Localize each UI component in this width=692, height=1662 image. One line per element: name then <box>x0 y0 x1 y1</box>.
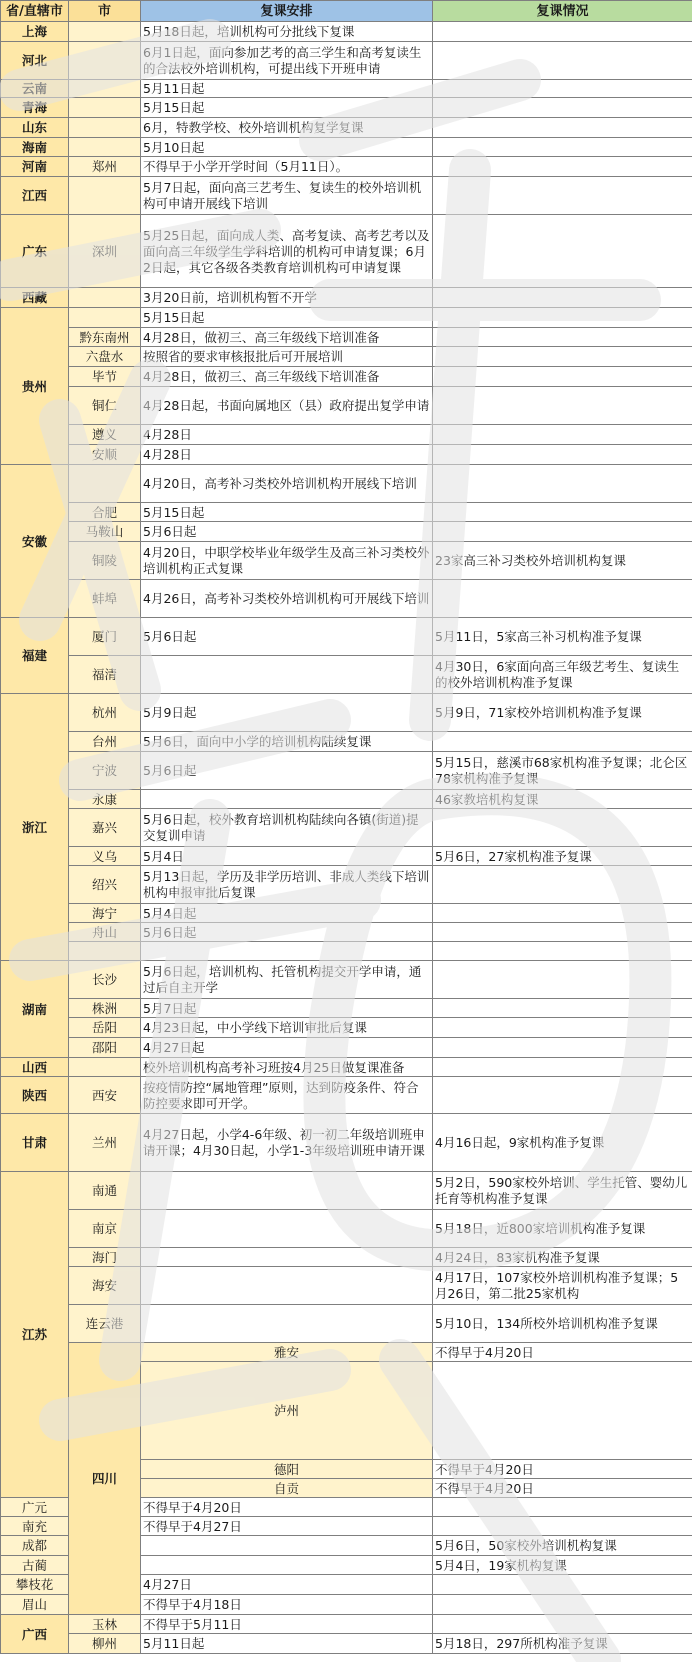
city-cell: 广元 <box>1 1498 69 1517</box>
province-cell: 海南 <box>1 138 69 157</box>
province-cell: 山西 <box>1 1058 69 1077</box>
table-row <box>1 138 692 157</box>
status-cell <box>433 465 692 503</box>
province-cell: 山东 <box>1 118 69 138</box>
city-cell: 绍兴 <box>69 866 141 904</box>
city-cell: 眉山 <box>1 1595 69 1615</box>
table-row <box>1 1058 692 1077</box>
status-cell: 5月6日，27家机构准予复课 <box>433 847 692 866</box>
status-cell: 5月18日，297所机构准予复课 <box>433 1634 692 1654</box>
status-cell: 5月9日，71家校外培训机构准予复课 <box>433 694 692 732</box>
header-status: 复课情况 <box>433 1 692 22</box>
status-cell <box>433 22 692 42</box>
province-cell: 福建 <box>1 618 69 694</box>
plan-cell: 3月20日前，培训机构暂不开学 <box>141 288 433 308</box>
city-cell: 铜陵 <box>69 542 141 580</box>
header-city: 市 <box>69 1 141 22</box>
province-cell: 广西 <box>1 1615 69 1654</box>
table-row <box>1 1210 692 1248</box>
header-plan: 复课安排 <box>141 1 433 22</box>
table-row <box>1 387 692 425</box>
status-cell <box>433 1038 692 1058</box>
status-cell <box>433 1077 692 1114</box>
city-cell <box>69 138 141 157</box>
plan-cell: 5月4日 <box>141 847 433 866</box>
status-cell <box>433 942 692 961</box>
table-row <box>1 177 692 215</box>
plan-cell: 5月10日起 <box>141 138 433 157</box>
plan-cell <box>141 1556 433 1575</box>
table-row <box>1 580 692 618</box>
plan-cell: 不得早于4月27日 <box>141 1517 433 1536</box>
city-cell: 西安 <box>69 1077 141 1114</box>
city-cell: 古蔺 <box>1 1556 69 1575</box>
city-cell: 雅安 <box>141 1343 433 1362</box>
plan-cell: 4月26日，高考补习类校外培训机构可开展线下培训 <box>141 580 433 618</box>
city-cell <box>69 22 141 42</box>
plan-cell <box>141 656 433 694</box>
city-cell <box>69 465 141 503</box>
plan-cell: 4月27日起，小学4-6年级、初一初二年级培训班申请开课；4月30日起，小学1-3年级培训班申请开课 <box>141 1114 433 1172</box>
status-cell <box>433 1575 692 1595</box>
plan-cell: 按疫情防控“属地管理”原则，达到防疫条件、符合防控要求即可开学。 <box>141 1077 433 1114</box>
header-province: 省/直辖市 <box>1 1 69 22</box>
status-cell <box>433 961 692 999</box>
city-cell: 毕节 <box>69 367 141 387</box>
table-row <box>1 752 692 790</box>
city-cell: 黔东南州 <box>69 328 141 347</box>
status-cell <box>433 732 692 752</box>
status-cell <box>433 1517 692 1536</box>
plan-cell <box>141 942 433 961</box>
city-cell: 六盘水 <box>69 347 141 367</box>
plan-cell: 不得早于4月20日 <box>433 1343 692 1362</box>
table-row <box>1 1634 692 1654</box>
table-row <box>1 618 692 656</box>
table-row <box>1 999 692 1018</box>
table-row <box>1 328 692 347</box>
city-cell: 永康 <box>69 790 141 809</box>
status-cell <box>433 425 692 445</box>
city-cell: 舟山 <box>69 923 141 942</box>
table-row <box>1 542 692 580</box>
city-cell <box>69 98 141 118</box>
status-cell <box>433 118 692 138</box>
table-row <box>1 118 692 138</box>
status-cell: 4月16日起，9家机构准予复课 <box>433 1114 692 1172</box>
status-cell <box>433 1595 692 1615</box>
province-cell: 甘肃 <box>1 1114 69 1172</box>
plan-cell: 4月20日，高考补习类校外培训机构开展线下培训 <box>141 465 433 503</box>
table-row <box>1 445 692 465</box>
status-cell <box>433 138 692 157</box>
plan-cell: 5月15日起 <box>141 503 433 522</box>
city-cell: 南充 <box>1 1517 69 1536</box>
table-row <box>1 847 692 866</box>
status-cell: 5月11日，5家高三补习机构准予复课 <box>433 618 692 656</box>
province-cell: 四川 <box>69 1343 141 1615</box>
plan-cell: 5月6日，面向中小学的培训机构陆续复课 <box>141 732 433 752</box>
city-cell <box>69 177 141 215</box>
city-cell: 义乌 <box>69 847 141 866</box>
plan-cell: 5月6日起，校外教育培训机构陆续向各镇(街道)提交复训申请 <box>141 809 433 847</box>
province-cell: 陕西 <box>1 1077 69 1114</box>
city-cell: 安顺 <box>69 445 141 465</box>
plan-cell: 4月20日，中职学校毕业年级学生及高三补习类校外培训机构正式复课 <box>141 542 433 580</box>
plan-cell: 5月7日起 <box>141 999 433 1018</box>
status-cell: 5月4日，19家机构复课 <box>433 1556 692 1575</box>
plan-cell: 5月7日起，面向高三艺考生、复读生的校外培训机构可申请开展线下培训 <box>141 177 433 215</box>
status-cell: 23家高三补习类校外培训机构复课 <box>433 542 692 580</box>
province-cell: 广东 <box>1 215 69 288</box>
table-row <box>1 215 692 288</box>
city-cell: 铜仁 <box>69 387 141 425</box>
province-cell: 云南 <box>1 80 69 98</box>
province-cell: 浙江 <box>1 694 69 961</box>
plan-cell: 4月27日 <box>141 1575 433 1595</box>
plan-cell: 不得早于5月11日 <box>141 1615 433 1634</box>
plan-cell: 5月25日起，面向成人类、高考复读、高考艺考以及面向高三年级学生学科培训的机构可申请复课；6月2日起，其它各级各类教育培训机构可申请复课 <box>141 215 433 288</box>
city-cell: 成都 <box>1 1536 69 1556</box>
city-cell <box>69 288 141 308</box>
table-row <box>1 157 692 177</box>
plan-cell: 5月6日起，培训机构、托管机构提交开学申请，通过后自主开学 <box>141 961 433 999</box>
status-cell: 5月18日，近800家培训机构准予复课 <box>433 1210 692 1248</box>
city-cell: 连云港 <box>69 1305 141 1343</box>
plan-cell: 4月28日 <box>141 425 433 445</box>
table-row <box>1 465 692 503</box>
city-cell: 柳州 <box>69 1634 141 1654</box>
province-cell: 青海 <box>1 98 69 118</box>
plan-cell: 4月27日起 <box>141 1038 433 1058</box>
city-cell: 深圳 <box>69 215 141 288</box>
city-cell: 邵阳 <box>69 1038 141 1058</box>
status-cell <box>433 580 692 618</box>
table-row <box>1 809 692 847</box>
city-cell: 嘉兴 <box>69 809 141 847</box>
table-row <box>1 522 692 542</box>
status-cell <box>433 1058 692 1077</box>
city-cell: 海门 <box>69 1248 141 1267</box>
plan-cell: 不得早于4月20日 <box>141 1498 433 1517</box>
table-row <box>1 367 692 387</box>
plan-cell <box>141 1305 433 1343</box>
table-row <box>1 1172 692 1210</box>
city-cell: 攀枝花 <box>1 1575 69 1595</box>
status-cell <box>433 923 692 942</box>
plan-cell: 不得早于小学开学时间（5月11日）。 <box>141 157 433 177</box>
city-cell: 蚌埠 <box>69 580 141 618</box>
status-cell <box>433 288 692 308</box>
status-cell <box>433 522 692 542</box>
plan-cell <box>141 1248 433 1267</box>
plan-cell: 4月28日 <box>141 445 433 465</box>
status-cell: 4月30日，6家面向高三年级艺考生、复读生的校外培训机构准予复课 <box>433 656 692 694</box>
status-cell <box>433 157 692 177</box>
plan-cell: 不得早于4月20日 <box>433 1479 692 1498</box>
plan-cell: 5月9日起 <box>141 694 433 732</box>
plan-cell <box>433 1362 692 1460</box>
status-cell <box>433 80 692 98</box>
table-row <box>1 1615 692 1634</box>
status-cell <box>433 1615 692 1634</box>
status-cell <box>433 999 692 1018</box>
status-cell <box>433 1018 692 1038</box>
plan-cell: 5月4日起 <box>141 904 433 923</box>
province-cell: 河北 <box>1 42 69 80</box>
city-cell: 厦门 <box>69 618 141 656</box>
city-cell: 杭州 <box>69 694 141 732</box>
city-cell: 遵义 <box>69 425 141 445</box>
city-cell <box>69 1058 141 1077</box>
table-row <box>1 904 692 923</box>
table-row <box>1 1018 692 1038</box>
plan-cell: 5月13日起，学历及非学历培训、非成人类线下培训机构申报审批后复课 <box>141 866 433 904</box>
table-row <box>1 98 692 118</box>
city-cell: 株洲 <box>69 999 141 1018</box>
table-row <box>1 732 692 752</box>
status-cell <box>433 215 692 288</box>
table-row <box>1 1114 692 1172</box>
city-cell: 福清 <box>69 656 141 694</box>
table-row <box>1 425 692 445</box>
table-row <box>1 503 692 522</box>
status-cell <box>433 347 692 367</box>
plan-cell: 6月1日起，面向参加艺考的高三学生和高考复读生的合法校外培训机构，可提出线下开班申请 <box>141 42 433 80</box>
city-cell: 泸州 <box>141 1362 433 1460</box>
plan-cell: 4月23日起，中小学线下培训审批后复课 <box>141 1018 433 1038</box>
table-row <box>1 1305 692 1343</box>
province-cell: 贵州 <box>1 308 69 465</box>
city-cell <box>69 942 141 961</box>
plan-cell: 6月，特教学校、校外培训机构复学复课 <box>141 118 433 138</box>
status-cell <box>433 904 692 923</box>
plan-cell: 按照省的要求审核报批后可开展培训 <box>141 347 433 367</box>
city-cell: 兰州 <box>69 1114 141 1172</box>
plan-cell: 5月6日起 <box>141 522 433 542</box>
table-row <box>1 866 692 904</box>
table-row <box>1 790 692 809</box>
table-row <box>1 1343 692 1362</box>
plan-cell: 5月18日起，培训机构可分批线下复课 <box>141 22 433 42</box>
status-cell: 4月17日，107家校外培训机构准予复课；5月26日，第二批25家机构 <box>433 1267 692 1305</box>
city-cell: 台州 <box>69 732 141 752</box>
city-cell: 马鞍山 <box>69 522 141 542</box>
table-row <box>1 1038 692 1058</box>
city-cell: 玉林 <box>69 1615 141 1634</box>
status-cell <box>433 42 692 80</box>
city-cell: 海宁 <box>69 904 141 923</box>
city-cell: 南京 <box>69 1210 141 1248</box>
plan-cell: 5月6日起 <box>141 752 433 790</box>
city-cell: 长沙 <box>69 961 141 999</box>
status-cell <box>433 367 692 387</box>
city-cell: 合肥 <box>69 503 141 522</box>
city-cell <box>69 42 141 80</box>
table-body <box>1 22 692 1654</box>
status-cell: 5月10日，134所校外培训机构准予复课 <box>433 1305 692 1343</box>
plan-cell: 不得早于4月20日 <box>433 1460 692 1479</box>
province-cell: 湖南 <box>1 961 69 1058</box>
plan-cell: 4月28日，做初三、高三年级线下培训准备 <box>141 328 433 347</box>
plan-cell: 5月6日起 <box>141 923 433 942</box>
status-cell: 5月15日，慈溪市68家机构准予复课；北仑区78家机构准予复课 <box>433 752 692 790</box>
plan-cell <box>141 1267 433 1305</box>
plan-cell <box>141 1210 433 1248</box>
table-row <box>1 22 692 42</box>
status-cell <box>433 328 692 347</box>
plan-cell <box>141 1536 433 1556</box>
plan-cell <box>141 790 433 809</box>
header-row <box>1 1 692 22</box>
table-row <box>1 42 692 80</box>
city-cell: 郑州 <box>69 157 141 177</box>
table-row <box>1 308 692 328</box>
province-cell: 西藏 <box>1 288 69 308</box>
table-row <box>1 288 692 308</box>
province-cell: 河南 <box>1 157 69 177</box>
table-row <box>1 961 692 999</box>
plan-cell: 5月15日起 <box>141 308 433 328</box>
plan-cell <box>141 1172 433 1210</box>
status-cell <box>433 809 692 847</box>
table-row <box>1 656 692 694</box>
plan-cell: 不得早于4月18日 <box>141 1595 433 1615</box>
plan-cell: 校外培训机构高考补习班按4月25日做复课准备 <box>141 1058 433 1077</box>
plan-cell: 4月28日，做初三、高三年级线下培训准备 <box>141 367 433 387</box>
city-cell: 海安 <box>69 1267 141 1305</box>
status-cell <box>433 1498 692 1517</box>
table-row <box>1 923 692 942</box>
plan-cell: 5月15日起 <box>141 98 433 118</box>
city-cell <box>69 308 141 328</box>
province-cell: 江西 <box>1 177 69 215</box>
plan-cell: 4月28日起，书面向属地区（县）政府提出复学申请 <box>141 387 433 425</box>
table-row <box>1 694 692 732</box>
province-cell: 江苏 <box>1 1172 69 1498</box>
table-row <box>1 1077 692 1114</box>
plan-cell: 5月6日起 <box>141 618 433 656</box>
table-row <box>1 347 692 367</box>
city-cell: 德阳 <box>141 1460 433 1479</box>
table-row <box>1 1248 692 1267</box>
city-cell <box>69 118 141 138</box>
table-row <box>1 1267 692 1305</box>
city-cell: 宁波 <box>69 752 141 790</box>
status-cell: 5月2日，590家校外培训、学生托管、婴幼儿托育等机构准予复课 <box>433 1172 692 1210</box>
table-row <box>1 80 692 98</box>
city-cell: 岳阳 <box>69 1018 141 1038</box>
city-cell: 南通 <box>69 1172 141 1210</box>
status-cell: 46家教培机构复课 <box>433 790 692 809</box>
province-cell: 上海 <box>1 22 69 42</box>
status-cell <box>433 308 692 328</box>
status-cell <box>433 177 692 215</box>
status-cell <box>433 866 692 904</box>
plan-cell: 5月11日起 <box>141 1634 433 1654</box>
status-cell <box>433 445 692 465</box>
status-cell <box>433 503 692 522</box>
city-cell <box>69 80 141 98</box>
city-cell: 自贡 <box>141 1479 433 1498</box>
status-cell: 4月24日，83家机构准予复课 <box>433 1248 692 1267</box>
province-cell: 安徽 <box>1 465 69 618</box>
status-cell <box>433 98 692 118</box>
plan-cell: 5月11日起 <box>141 80 433 98</box>
status-cell: 5月6日，50家校外培训机构复课 <box>433 1536 692 1556</box>
table-row <box>1 942 692 961</box>
status-cell <box>433 387 692 425</box>
